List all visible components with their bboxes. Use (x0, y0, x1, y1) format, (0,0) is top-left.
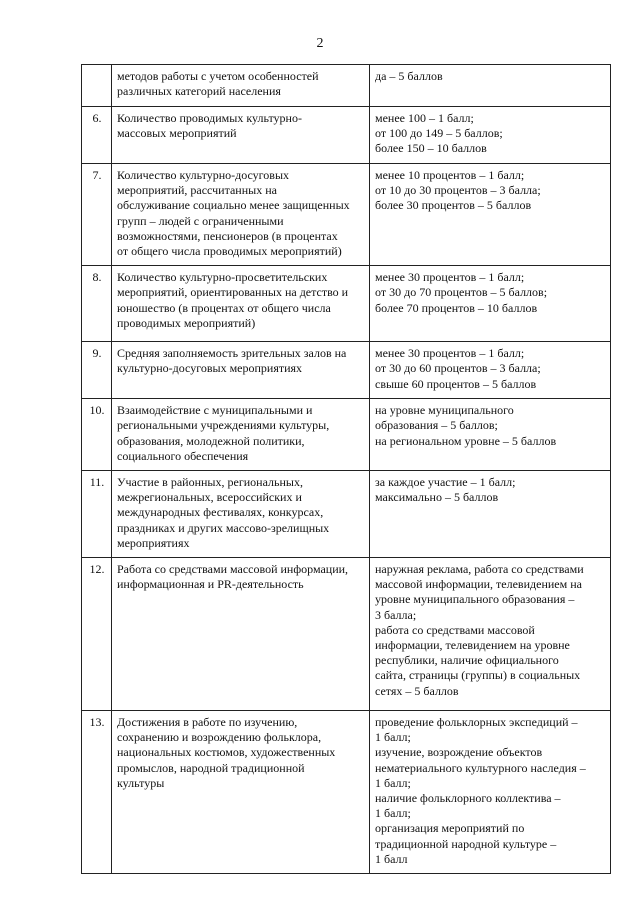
description-line: национальных костюмов, художественных (117, 745, 336, 760)
score-line: 3 балла; (375, 607, 417, 622)
table-row (82, 65, 611, 107)
score-line: сетях – 5 баллов (375, 683, 459, 698)
description-line: проводимых мероприятий) (117, 315, 256, 330)
score-line: свыше 60 процентов – 5 баллов (375, 376, 537, 391)
score-line: работа со средствами массовой (375, 622, 535, 637)
score-line: 1 балл; (375, 806, 411, 821)
score-line: сайта, страницы (группы) в социальных (375, 668, 581, 683)
row-number: 9. (82, 342, 112, 399)
description-line: региональными учреждениями культуры, (117, 418, 330, 433)
criterion-score (370, 164, 611, 266)
criterion-score (370, 711, 611, 874)
criterion-score (370, 266, 611, 342)
score-line: от 10 до 30 процентов – 3 балла; (375, 183, 541, 198)
criterion-description (112, 107, 370, 164)
criterion-description (112, 342, 370, 399)
description-line: от общего числа проводимых мероприятий) (117, 244, 342, 259)
description-line: промыслов, народной традиционной (117, 760, 305, 775)
description-line: Средняя заполняемость зрительных залов на (117, 346, 347, 361)
page-number: 2 (316, 36, 324, 51)
score-line: от 100 до 149 – 5 баллов; (375, 126, 503, 141)
description-line: методов работы с учетом особенностей (117, 69, 319, 83)
description-line: сохранению и возрождению фольклора, (117, 730, 322, 745)
score-line: республики, наличие официального (375, 653, 559, 668)
description-line: информационная и PR-деятельность (117, 577, 304, 592)
score-line: менее 100 – 1 балл; (375, 111, 474, 125)
table-row (82, 558, 611, 711)
criterion-description (112, 266, 370, 342)
score-line: менее 30 процентов – 1 балл; (375, 270, 525, 285)
description-line: культуры (117, 775, 165, 790)
criterion-description (112, 399, 370, 471)
criterion-description (112, 471, 370, 558)
description-line: культурно-досуговых мероприятиях (117, 361, 303, 376)
criterion-description (112, 65, 370, 107)
score-line: изучение, возрождение объектов (375, 745, 543, 760)
description-line: Достижения в работе по изучению, (117, 715, 298, 730)
description-line: возможностями, пенсионеров (в процентах (117, 228, 338, 243)
criterion-description (112, 711, 370, 874)
score-line: более 30 процентов – 5 баллов (375, 198, 532, 213)
score-line: более 150 – 10 баллов (375, 141, 487, 156)
criterion-score (370, 558, 611, 711)
description-line: Взаимодействие с муниципальными и (117, 403, 313, 418)
score-line: проведение фольклорных экспедиций – (375, 715, 578, 730)
score-line: традиционной народной культуре – (375, 836, 557, 851)
score-line: от 30 до 70 процентов – 5 баллов; (375, 285, 548, 300)
description-line: праздниках и других массово-зрелищных (117, 520, 330, 535)
score-line: 1 балл; (375, 775, 411, 790)
description-line: международных фестивалях, конкурсах, (117, 505, 324, 520)
description-line: юношество (в процентах от общего числа (117, 300, 331, 315)
criterion-score (370, 399, 611, 471)
description-line: массовых мероприятий (117, 126, 237, 141)
criterion-score (370, 342, 611, 399)
description-line: Количество культурно-досуговых (117, 168, 290, 182)
score-line: организация мероприятий по (375, 821, 525, 836)
score-line: 1 балл (375, 851, 408, 866)
description-line: обслуживание социально менее защищенных (117, 198, 350, 213)
table-row (82, 266, 611, 342)
description-line: Количество культурно-просветительских (117, 270, 328, 285)
row-number: 11. (82, 471, 112, 558)
description-line: мероприятий, рассчитанных на (117, 183, 277, 198)
score-line: за каждое участие – 1 балл; (375, 475, 516, 490)
score-line: массовой информации, телевидением на (375, 577, 582, 592)
score-line: уровне муниципального образования – (375, 592, 575, 607)
table-row (82, 342, 611, 399)
score-line: максимально – 5 баллов (375, 490, 499, 505)
description-line: межрегиональных, всероссийских и (117, 490, 302, 505)
score-line: 1 балл; (375, 730, 411, 745)
score-line: да – 5 баллов (375, 69, 443, 83)
criteria-table-body (82, 65, 611, 874)
score-line: менее 10 процентов – 1 балл; (375, 168, 525, 182)
description-line: групп – людей с ограниченными (117, 213, 284, 228)
table-row (82, 399, 611, 471)
table-row (82, 107, 611, 164)
row-number: 7. (82, 164, 112, 266)
score-line: менее 30 процентов – 1 балл; (375, 346, 525, 361)
row-number: 10. (82, 399, 112, 471)
row-number: 6. (82, 107, 112, 164)
description-line: социального обеспечения (117, 448, 249, 463)
score-line: наружная реклама, работа со средствами (375, 562, 584, 577)
criterion-description (112, 558, 370, 711)
description-line: Работа со средствами массовой информации, (117, 562, 349, 577)
criterion-description (112, 164, 370, 266)
row-number (82, 65, 112, 107)
score-line: на региональном уровне – 5 баллов (375, 433, 557, 448)
table-row (82, 164, 611, 266)
description-line: различных категорий населения (117, 84, 281, 99)
row-number: 8. (82, 266, 112, 342)
description-line: образования, молодежной политики, (117, 433, 305, 448)
criteria-table (81, 64, 611, 874)
description-line: Участие в районных, региональных, (117, 475, 303, 490)
score-line: от 30 до 60 процентов – 3 балла; (375, 361, 541, 376)
criterion-score (370, 65, 611, 107)
table-row (82, 471, 611, 558)
score-line: информации, телевидением на уровне (375, 638, 570, 653)
description-line: Количество проводимых культурно- (117, 111, 302, 125)
score-line: нематериального культурного наследия – (375, 760, 586, 775)
criterion-score (370, 471, 611, 558)
score-line: наличие фольклорного коллектива – (375, 791, 561, 806)
table-row (82, 711, 611, 874)
description-line: мероприятий, ориентированных на детство и (117, 285, 349, 300)
criterion-score (370, 107, 611, 164)
row-number: 13. (82, 711, 112, 874)
description-line: мероприятиях (117, 535, 190, 550)
score-line: образования – 5 баллов; (375, 418, 498, 433)
row-number: 12. (82, 558, 112, 711)
score-line: на уровне муниципального (375, 403, 514, 418)
score-line: более 70 процентов – 10 баллов (375, 300, 538, 315)
